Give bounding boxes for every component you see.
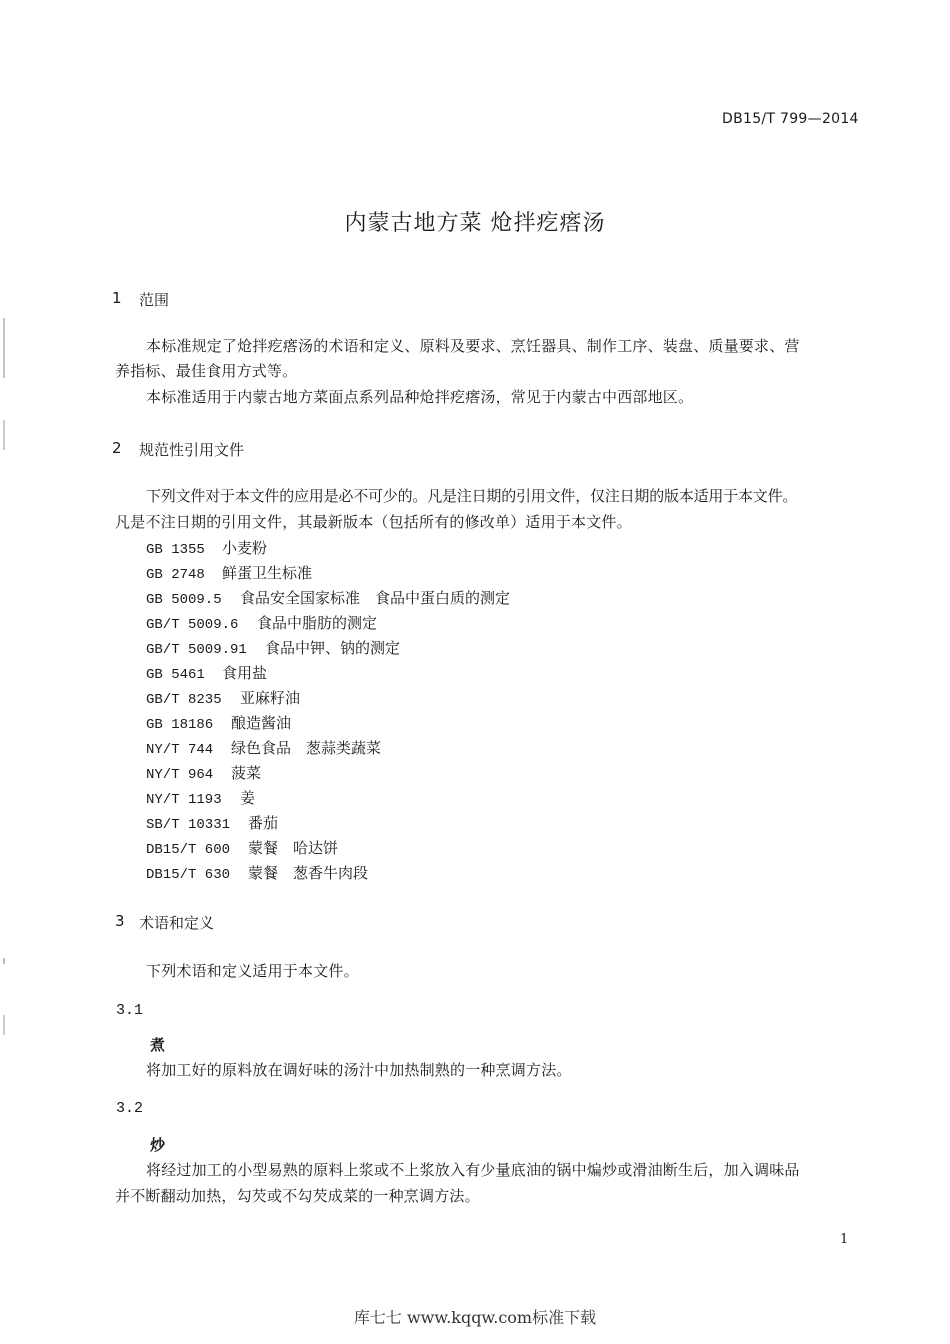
scan-edge-mark bbox=[3, 958, 5, 964]
scan-edge-mark bbox=[3, 420, 5, 450]
reference-item: NY/T 964 菠菜 bbox=[146, 764, 262, 783]
section-2-number: 2 bbox=[112, 439, 122, 457]
section-3-heading: 术语和定义 bbox=[139, 914, 215, 932]
scan-edge-mark bbox=[3, 318, 5, 378]
reference-item: GB/T 5009.91 食品中钾、钠的测定 bbox=[146, 639, 401, 658]
reference-item: GB/T 5009.6 食品中脂肪的测定 bbox=[146, 614, 378, 633]
section-1-heading: 范围 bbox=[139, 291, 170, 309]
reference-item: DB15/T 600 蒙餐 哈达饼 bbox=[146, 839, 339, 858]
term-3-2-number: 3.2 bbox=[116, 1100, 144, 1117]
term-3-2-definition-line-2: 并不断翻动加热，勾芡或不勾芡成菜的一种烹调方法。 bbox=[115, 1187, 480, 1205]
section-2-para-line-1: 下列文件对于本文件的应用是必不可少的。凡是注日期的引用文件，仅注日期的版本适用于本文件。 bbox=[146, 487, 798, 505]
section-2-para-line-2: 凡是不注日期的引用文件，其最新版本（包括所有的修改单）适用于本文件。 bbox=[115, 513, 632, 531]
section-1-para-2: 本标准适用于内蒙古地方菜面点系列品种炝拌疙瘩汤，常见于内蒙古中西部地区。 bbox=[146, 388, 694, 406]
reference-item: GB 2748 鲜蛋卫生标准 bbox=[146, 564, 313, 583]
term-3-1-word: 煮 bbox=[150, 1036, 166, 1054]
page-number: 1 bbox=[840, 1232, 849, 1247]
section-1-para-1-line-1: 本标准规定了炝拌疙瘩汤的术语和定义、原料及要求、烹饪器具、制作工序、装盘、质量要求、营 bbox=[146, 337, 800, 355]
term-3-1-number: 3.1 bbox=[116, 1002, 144, 1019]
term-3-2-word: 炒 bbox=[150, 1136, 166, 1154]
term-3-2-definition-line-1: 将经过加工的小型易熟的原料上浆或不上浆放入有少量底油的锅中煸炒或滑油断生后，加入调味品 bbox=[146, 1161, 800, 1179]
section-1-para-1-line-2: 养指标、最佳食用方式等。 bbox=[115, 362, 298, 380]
reference-item: GB 5461 食用盐 bbox=[146, 664, 268, 683]
scan-edge-mark bbox=[3, 1015, 5, 1035]
reference-item: NY/T 744 绿色食品 葱蒜类蔬菜 bbox=[146, 739, 382, 758]
section-3-intro: 下列术语和定义适用于本文件。 bbox=[146, 962, 359, 980]
page-title: 内蒙古地方菜 炝拌疙瘩汤 bbox=[344, 211, 606, 236]
footer-watermark: 库七七 www.kqqw.com标准下载 bbox=[353, 1308, 597, 1327]
section-3-number: 3 bbox=[115, 912, 125, 930]
reference-item: GB 18186 酿造酱油 bbox=[146, 714, 292, 733]
term-3-1-definition: 将加工好的原料放在调好味的汤汁中加热制熟的一种烹调方法。 bbox=[146, 1061, 572, 1079]
section-2-heading: 规范性引用文件 bbox=[139, 441, 245, 459]
reference-item: GB 5009.5 食品安全国家标准 食品中蛋白质的测定 bbox=[146, 589, 511, 608]
reference-item: NY/T 1193 姜 bbox=[146, 789, 256, 808]
reference-item: SB/T 10331 番茄 bbox=[146, 814, 279, 833]
section-1-number: 1 bbox=[112, 289, 122, 307]
reference-item: GB 1355 小麦粉 bbox=[146, 539, 268, 558]
reference-item: GB/T 8235 亚麻籽油 bbox=[146, 689, 301, 708]
reference-item: DB15/T 630 蒙餐 葱香牛肉段 bbox=[146, 864, 369, 883]
document-number: DB15/T 799—2014 bbox=[722, 111, 859, 127]
